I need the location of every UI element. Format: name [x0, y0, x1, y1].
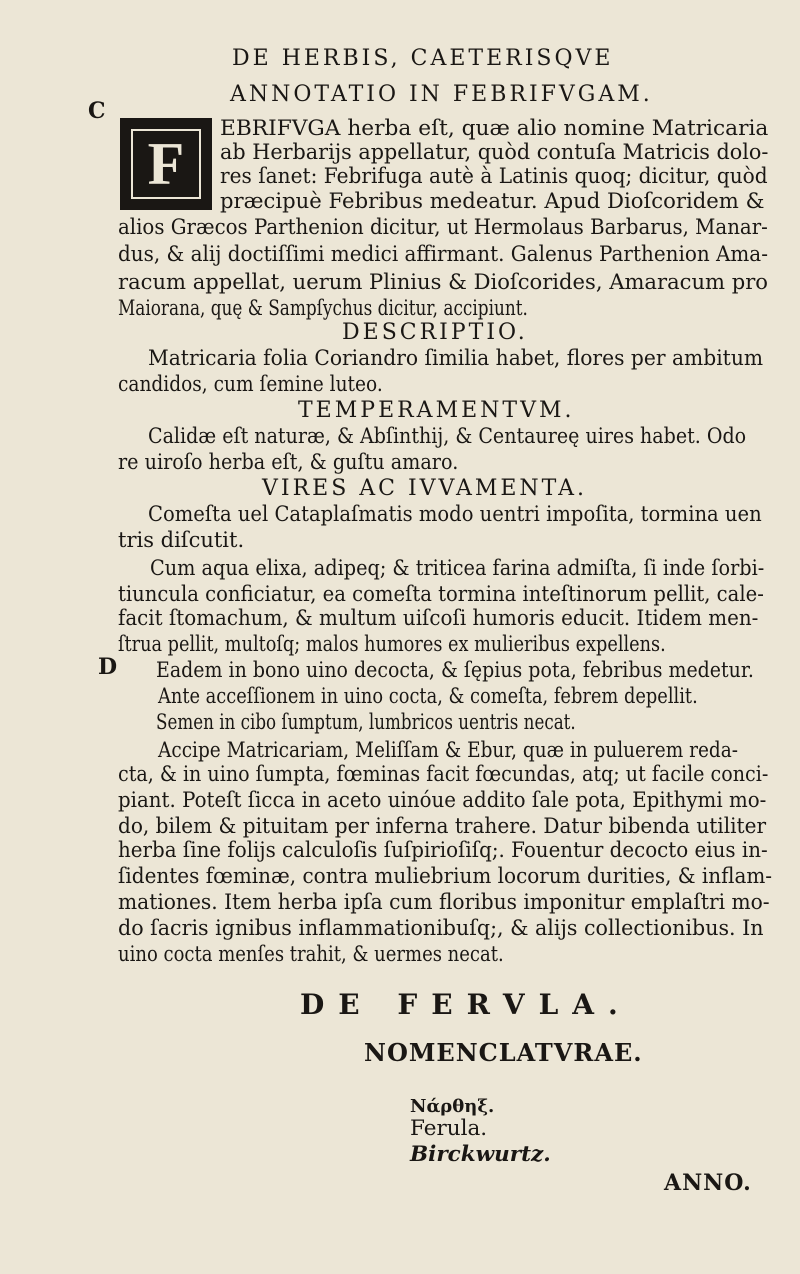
- running-head: DE HERBIS, CAETERISQVE: [232, 46, 614, 71]
- vires-heading: VIRES AC IVVAMENTA.: [262, 476, 588, 501]
- text-line: tris diſcutit.: [118, 528, 245, 553]
- text-line: racum appellat, uerum Plinius & Dioſcorides, Amaracum pro: [118, 270, 768, 295]
- text-line: præcipuè Febribus medeatur. Apud Dioſcoridem &: [220, 189, 765, 214]
- text-line: tiuncula conficiatur, ea comeſta tormina inteſtinorum pellit, cale-: [118, 582, 764, 607]
- greek-name: Νάρθηξ.: [410, 1096, 495, 1117]
- decorated-initial: [120, 118, 212, 210]
- text-line: EBRIFVGA herba eſt, quæ alio nomine Matricaria: [220, 116, 769, 141]
- latin-name: Ferula.: [410, 1116, 488, 1141]
- margin-letter-c: C: [88, 98, 106, 124]
- text-line: alios Græcos Parthenion dicitur, ut Hermolaus Barbarus, Manar-: [118, 215, 768, 240]
- text-line: Calidæ eſt naturæ, & Abſinthij, & Centaureę uires habet. Odo: [148, 424, 747, 449]
- initial-letter: F: [147, 130, 185, 197]
- ferula-heading: DE FERVLA.: [300, 988, 632, 1021]
- text-line: Accipe Matricariam, Meliſſam & Ebur, quæ in puluerem reda-: [158, 738, 738, 763]
- text-line: Semen in cibo ſumptum, lumbricos uentris necat.: [156, 710, 576, 735]
- text-line: facit ſtomachum, & multum uiſcoſi humoris educit. Itidem men-: [118, 606, 759, 631]
- text-line: candidos, cum ſemine luteo.: [118, 372, 383, 397]
- text-line: ſidentes fœminæ, contra muliebrium locorum durities, & inflam-: [118, 864, 773, 889]
- descriptio-heading: DESCRIPTIO.: [342, 320, 528, 345]
- text-line: do ſacris ignibus inflammationibuſq;, & alijs collectionibus. In: [118, 916, 764, 941]
- text-line: do, bilem & pituitam per inferna trahere. Datur bibenda utiliter: [118, 814, 767, 839]
- text-line: dus, & alij doctiſſimi medici affirmant. Galenus Parthenion Ama-: [118, 242, 768, 267]
- nomenclatura-heading: NOMENCLATVRAE.: [364, 1038, 643, 1067]
- text-line: res ſanet: Febrifuga autè à Latinis quoq; dicitur, quòd: [220, 164, 768, 189]
- text-line: Maiorana, quę & Sampſychus dicitur, accipiunt.: [118, 296, 528, 321]
- text-line: re uiroſo herba eſt, & guſtu amaro.: [118, 450, 459, 475]
- text-line: ab Herbarijs appellatur, quòd contuſa Matricis dolo-: [220, 140, 769, 165]
- text-line: cta, & in uino ſumpta, fœminas facit fœcundas, atq; ut facile conci-: [118, 762, 769, 787]
- text-line: ſtrua pellit, multoſq; malos humores ex mulieribus expellens.: [118, 632, 666, 657]
- text-line: Cum aqua elixa, adipeq; & triticea farina admiſta, ſi inde ſorbi-: [150, 556, 765, 581]
- text-line: herba ſine folijs calculoſis ſuſpirioſiſq;. Fouentur decocto eius in-: [118, 838, 768, 863]
- text-line: Eadem in bono uino decocta, & ſępius pota, febribus medetur.: [156, 658, 754, 683]
- margin-letter-d: D: [98, 654, 118, 680]
- text-line: Matricaria folia Coriandro ſimilia habet, flores per ambitum: [148, 346, 764, 371]
- text-line: Comeſta uel Cataplaſmatis modo uentri impoſita, tormina uen: [148, 502, 762, 527]
- catchword: ANNO.: [664, 1170, 752, 1196]
- text-line: piant. Poteſt ſicca in aceto uinóue addito ſale pota, Epithymi mo-: [118, 788, 767, 813]
- temperamentum-heading: TEMPERAMENTVM.: [298, 398, 575, 423]
- annotatio-title: ANNOTATIO IN FEBRIFVGAM.: [230, 82, 653, 107]
- text-line: mationes. Item herba ipſa cum floribus imponitur emplaſtri mo-: [118, 890, 770, 915]
- german-name: Birckwurtz.: [410, 1142, 551, 1167]
- text-line: uino cocta menſes trahit, & uermes necat.: [118, 942, 504, 967]
- text-line: Ante acceſſionem in uino cocta, & comeſta, febrem depellit.: [158, 684, 698, 709]
